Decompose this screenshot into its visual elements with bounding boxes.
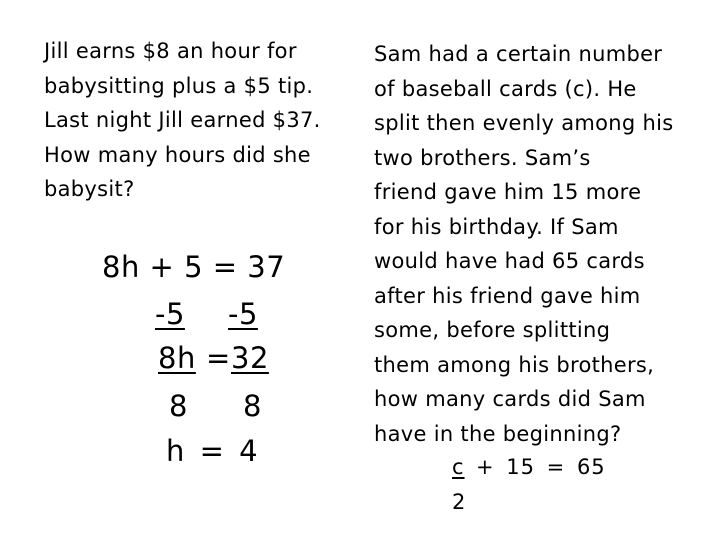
problem-line: Last night Jill earned $37. bbox=[44, 108, 321, 132]
equation-step-3-lhs: 8h bbox=[158, 341, 196, 375]
divisor-left: 8 bbox=[169, 389, 188, 423]
problem-line: some, before splitting bbox=[374, 318, 611, 342]
problem-line: them among his brothers, bbox=[374, 352, 655, 377]
problem-line: Jill earns $8 an hour for bbox=[44, 39, 297, 63]
problem-line: of baseball cards (c). He bbox=[374, 76, 637, 101]
problem-line: have in the beginning? bbox=[374, 421, 622, 446]
divisor-right: 8 bbox=[243, 389, 262, 423]
fraction-numerator: c bbox=[452, 455, 465, 479]
problem-line: after his friend gave him bbox=[374, 283, 641, 308]
problem-line: for his birthday. If Sam bbox=[374, 214, 619, 239]
subtract-left: -5 bbox=[155, 297, 185, 331]
problem-line: would have had 65 cards bbox=[374, 249, 645, 273]
problem-line: how many cards did Sam bbox=[374, 387, 646, 411]
problem-line: babysit? bbox=[44, 177, 135, 201]
equation-step-1: 8h + 5 = 37 bbox=[102, 250, 286, 284]
problem-line: babysitting plus a $5 tip. bbox=[44, 73, 314, 98]
problem-line: split then evenly among his bbox=[374, 111, 674, 135]
problem-line: two brothers. Sam’s bbox=[374, 145, 591, 170]
problem-line: How many hours did she bbox=[44, 142, 311, 167]
equation-answer: h = 4 bbox=[166, 434, 261, 468]
equation-step-3-equals: = bbox=[206, 341, 231, 375]
fraction-denominator: 2 bbox=[452, 490, 467, 514]
right-word-problem bbox=[374, 37, 704, 451]
problem-line: Sam had a certain number bbox=[374, 42, 663, 66]
equation-remainder: + 15 = 65 bbox=[476, 455, 606, 479]
equation-step-3-rhs: 32 bbox=[231, 341, 269, 375]
subtract-right: -5 bbox=[228, 297, 258, 331]
left-word-problem bbox=[44, 34, 374, 207]
problem-line: friend gave him 15 more bbox=[374, 180, 642, 204]
